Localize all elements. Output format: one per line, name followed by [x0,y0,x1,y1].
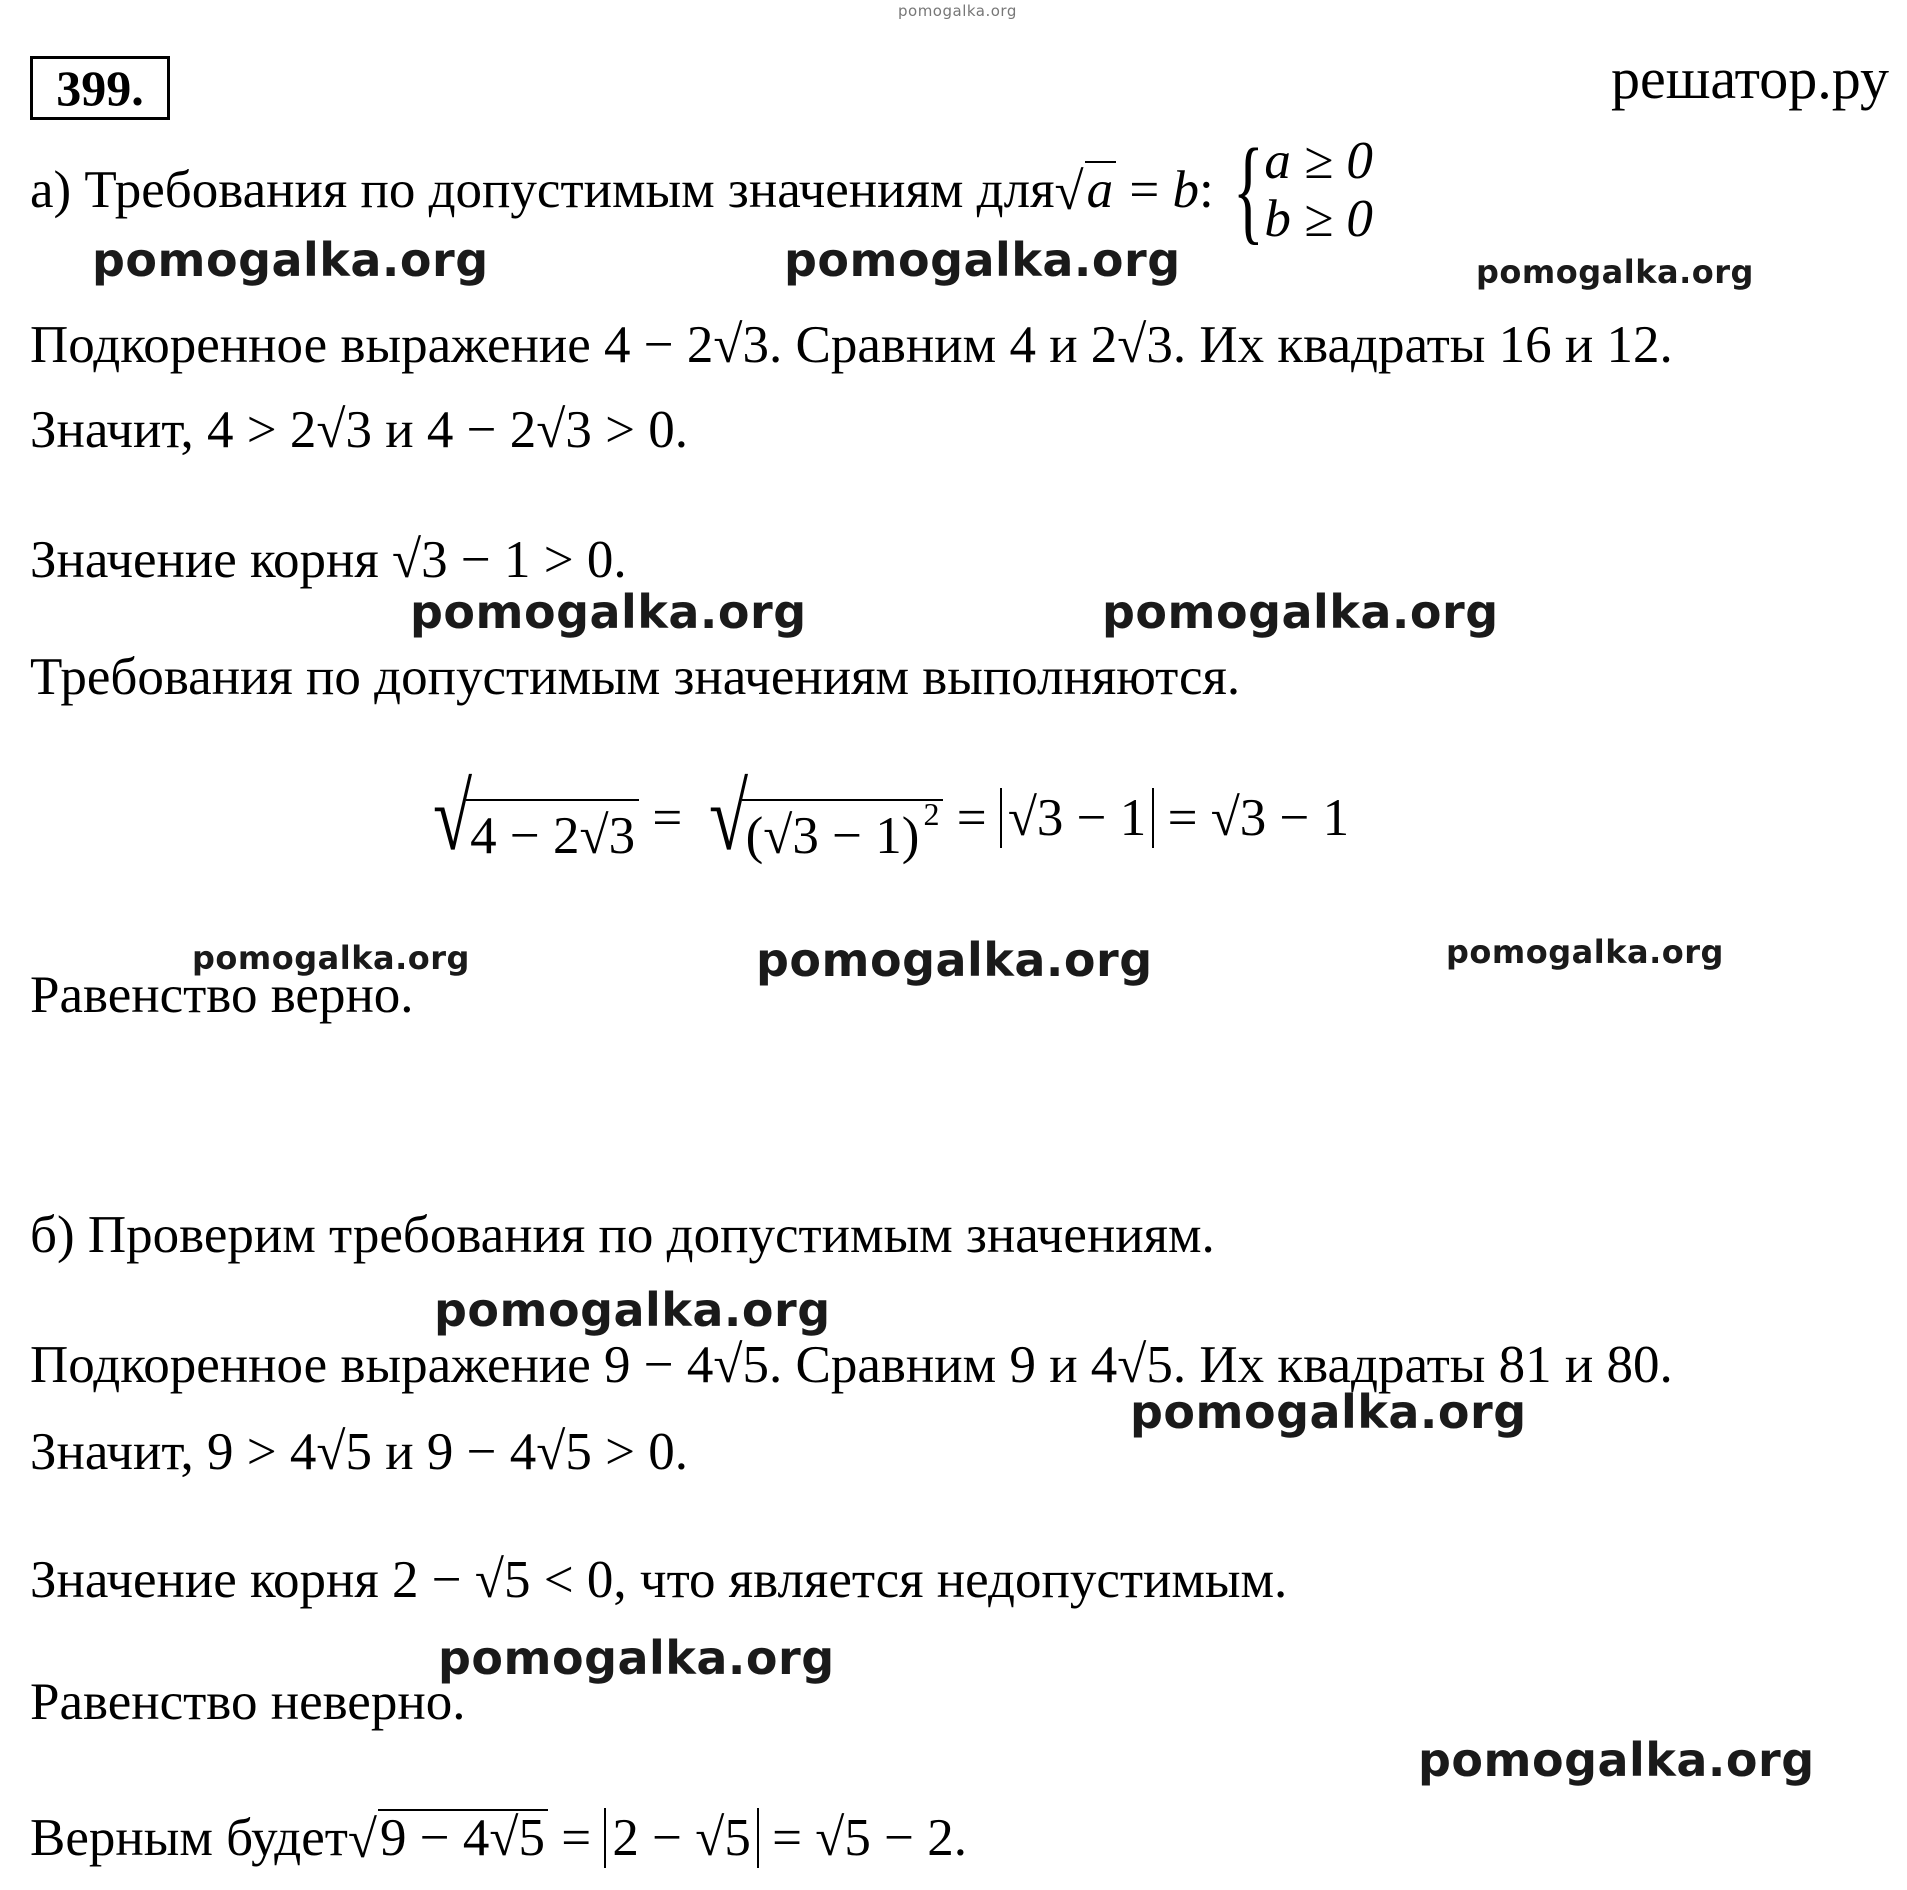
watermark: pomogalka.org [1476,253,1754,291]
part-b-line-3: Значит, 9 > 4√5 и 9 − 4√5 > 0. [30,1423,688,1481]
part-a-line-5: Требования по допустимым значениям выполняются. [30,648,1241,706]
part-b-line-2: Подкоренное выражение 9 − 4√5. Сравним 9 и 4√5. Их квадраты 81 и 80. [30,1336,1673,1394]
part-a-line-4: Значение корня √3 − 1 > 0. [30,531,627,589]
watermark: pomogalka.org [438,1631,835,1685]
watermark: pomogalka.org [1130,1385,1527,1439]
part-a-intro: а) Требования по допустимым значениям для √ a = b : { a ≥ 0 b ≥ 0 [30,124,1373,255]
part-a-equation: √ 4 − 2√3 = √ (√3 − 1) $^2$ = √3 − 1 = √3 − 1 [420,770,1349,865]
part-b-line-4: Значение корня 2 − √5 < 0, что является недопустимым. [30,1551,1288,1609]
part-b-conclusion: Равенство неверно. [30,1673,466,1731]
final-result: = √5 − 2. [772,1809,967,1867]
part-b-line-1: б) Проверим требования по допустимым значениям. [30,1206,1215,1264]
watermark: pomogalka.org [1446,933,1724,971]
part-b-final: Верным будет √ 9 − 4√5 = 2 − √5 = √5 − 2. [30,1806,967,1870]
watermark: pomogalka.org [784,233,1181,287]
watermark: pomogalka.org [434,1283,831,1337]
absolute-value: √3 − 1 [1000,788,1154,848]
part-a-line-2: Подкоренное выражение 4 − 2√3. Сравним 4 и 2√3. Их квадраты 16 и 12. [30,316,1673,374]
equation-result: = √3 − 1 [1167,788,1350,847]
radical-1: √ 4 − 2√3 [420,770,639,865]
watermark: pomogalka.org [1418,1733,1815,1787]
problem-number: 399. [30,56,170,120]
radicand-1: 4 − 2√3 [466,799,639,865]
final-radicand: 9 − 4√5 [378,1809,548,1867]
part-a-line-3: Значит, 4 > 2√3 и 4 − 2√3 > 0. [30,401,688,459]
final-prefix: Верным будет [30,1809,348,1867]
condition-b: b ≥ 0 [1264,190,1373,248]
watermark: pomogalka.org [410,585,807,639]
part-a-conclusion: Равенство верно. [30,966,414,1024]
watermark: pomogalka.org [1102,585,1499,639]
power-label: 2 [923,795,940,832]
radicand-2: (√3 − 1) [745,806,920,865]
conditions-system: { a ≥ 0 b ≥ 0 [1232,124,1373,255]
watermark: pomogalka.org [756,933,1153,987]
part-a-intro-text: а) Требования по допустимым значениям для [30,161,1055,219]
final-radical: √ 9 − 4√5 [348,1809,548,1867]
condition-a: a ≥ 0 [1264,132,1373,190]
top-watermark: pomogalka.org [898,2,1017,20]
watermark: pomogalka.org [92,233,489,287]
sqrt-a-symbol: √ a [1054,161,1116,219]
final-absolute-value: 2 − √5 [604,1808,758,1868]
brand-name: решатор.ру [1611,46,1889,111]
watermark: pomogalka.org [192,939,470,977]
radical-2: √ (√3 − 1) $^2$ [696,770,944,865]
